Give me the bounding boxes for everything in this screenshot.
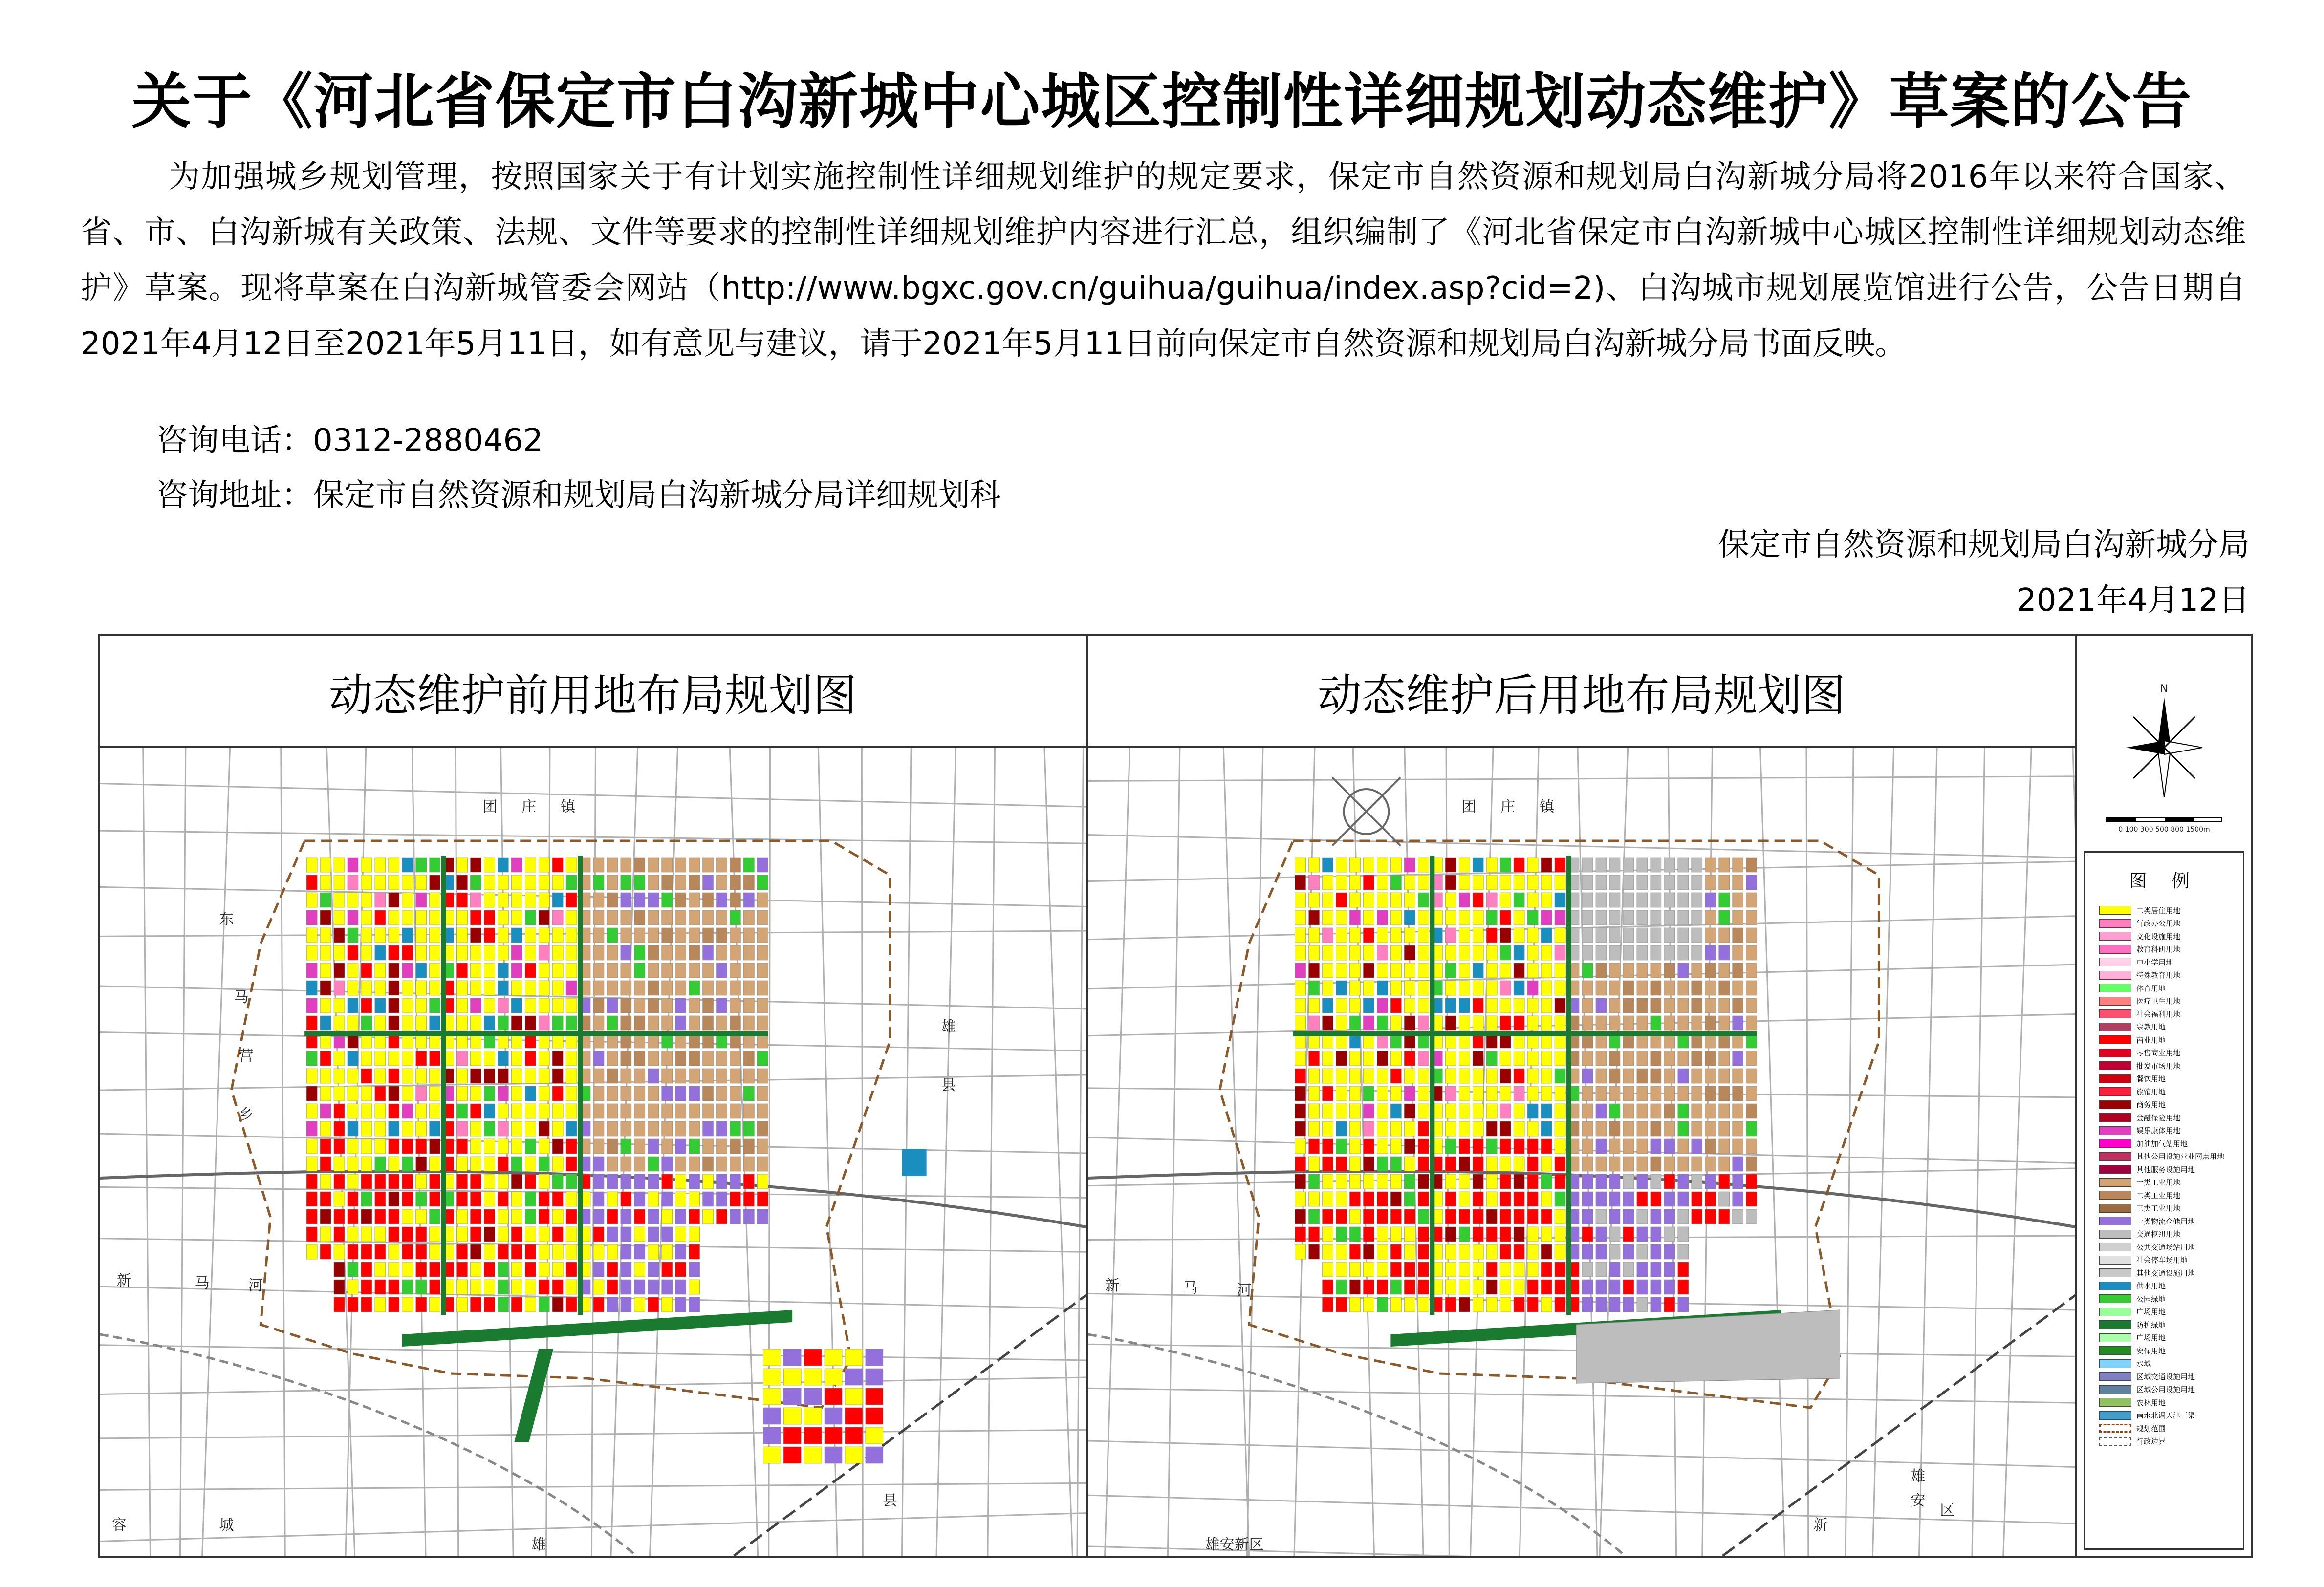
legend-label: 防护绿地 [2136, 1320, 2166, 1330]
legend-label: 行政办公用地 [2136, 919, 2181, 928]
place-label: 庄 [521, 798, 537, 816]
contact-phone: 咨询电话：0312-2880462 [156, 423, 543, 459]
place-label: 雄 [941, 1018, 956, 1036]
legend-label: 餐饮用地 [2136, 1074, 2166, 1084]
legend-item [2085, 956, 2243, 969]
legend-item [2085, 1266, 2243, 1280]
legend-item [2085, 1409, 2243, 1422]
legend-item [2085, 1072, 2243, 1086]
legend-swatch [2099, 1346, 2131, 1355]
legend-swatch [2099, 1294, 2131, 1303]
legend-item [2085, 1292, 2243, 1306]
legend-swatch [2099, 1217, 2131, 1225]
place-label: 县 [882, 1492, 897, 1510]
place-label: 容 [111, 1516, 127, 1534]
legend-label: 其他公用设施营业网点用地 [2136, 1152, 2225, 1161]
legend-items [2085, 904, 2243, 1448]
legend-item [2085, 904, 2243, 917]
legend-item [2085, 1033, 2243, 1047]
legend-item [2085, 1189, 2243, 1202]
legend-label: 区域公用设施用地 [2136, 1385, 2195, 1394]
legend-item [2085, 1215, 2243, 1228]
legend-label: 区域交通设施用地 [2136, 1372, 2195, 1381]
place-label: 镇 [561, 798, 576, 816]
legend-item [2085, 1098, 2243, 1112]
legend-title: 图 例 [2129, 871, 2199, 891]
legend-label: 社会福利用地 [2136, 1009, 2181, 1019]
legend-swatch [2099, 1178, 2131, 1187]
legend-item [2085, 1422, 2243, 1435]
legend-label: 特殊教育用地 [2136, 971, 2181, 980]
legend-item [2085, 969, 2243, 982]
legend-item [2085, 930, 2243, 943]
legend-item [2085, 1137, 2243, 1150]
place-label: 雄安新区 [1205, 1536, 1264, 1554]
legend-item [2085, 1280, 2243, 1293]
legend-label: 加油加气站用地 [2136, 1139, 2188, 1148]
scale-bar-label: 0 100 300 500 800 1500m [2118, 826, 2210, 834]
legend-swatch [2099, 1282, 2131, 1290]
legend-item [2085, 1318, 2243, 1331]
legend-item [2085, 1228, 2243, 1241]
legend [2084, 851, 2244, 1550]
legend-swatch [2099, 1359, 2131, 1368]
place-label: 新 [116, 1272, 131, 1290]
place-label: 新 [1813, 1516, 1828, 1534]
legend-item [2085, 917, 2243, 930]
water-facility [902, 1149, 927, 1176]
land-use-map-before[interactable] [100, 748, 1086, 1556]
place-label: 安 [1911, 1492, 1926, 1510]
legend-swatch [2099, 997, 2131, 1006]
legend-item [2085, 1357, 2243, 1371]
legend-item [2085, 982, 2243, 995]
legend-item [2085, 1435, 2243, 1448]
legend-swatch [2099, 1100, 2131, 1109]
legend-label: 批发市场用地 [2136, 1061, 2181, 1071]
legend-swatch [2099, 971, 2131, 980]
legend-item [2085, 1150, 2243, 1163]
place-label: 镇 [1540, 798, 1555, 816]
legend-swatch [2099, 1320, 2131, 1329]
legend-swatch [2099, 1385, 2131, 1394]
legend-label: 南水北调天津干渠 [2136, 1411, 2195, 1420]
legend-label: 其他服务设施用地 [2136, 1165, 2195, 1174]
legend-label: 旅馆用地 [2136, 1087, 2166, 1096]
legend-label: 商务用地 [2136, 1100, 2166, 1110]
legend-label: 社会停车场用地 [2136, 1256, 2188, 1265]
map-panel-before [100, 636, 1088, 1556]
legend-label: 公共交通场站用地 [2136, 1243, 2195, 1252]
place-label: 马 [1183, 1279, 1198, 1297]
legend-item [2085, 1124, 2243, 1137]
legend-item [2085, 1254, 2243, 1267]
legend-label: 文化设施用地 [2136, 932, 2181, 941]
legend-swatch [2099, 1204, 2131, 1213]
legend-label: 三类工业用地 [2136, 1204, 2181, 1213]
legend-item [2085, 1085, 2243, 1098]
legend-swatch [2099, 919, 2131, 928]
place-label: 东 [219, 910, 234, 928]
legend-item [2085, 1383, 2243, 1396]
place-label: 庄 [1500, 798, 1516, 816]
legend-label: 宗教用地 [2136, 1023, 2166, 1032]
map-panel-after [1088, 636, 2077, 1556]
legend-label: 水域 [2136, 1359, 2151, 1369]
place-label: 营 [239, 1047, 254, 1065]
place-label: 新 [1105, 1277, 1120, 1295]
legend-swatch [2099, 1126, 2131, 1135]
legend-swatch [2099, 906, 2131, 915]
legend-item [2085, 1021, 2243, 1034]
place-label: 县 [941, 1076, 956, 1094]
legend-label: 教育科研用地 [2136, 945, 2181, 954]
signature-block [1718, 517, 2250, 628]
legend-label: 二类工业用地 [2136, 1191, 2181, 1200]
notice-title: 关于《河北省保定市白沟新城中心城区控制性详细规划动态维护》草案的公告 [131, 67, 2193, 136]
place-label: 区 [1940, 1501, 1955, 1520]
land-use-map-after[interactable] [1088, 748, 2075, 1556]
legend-swatch [2099, 1049, 2131, 1057]
legend-item [2085, 1163, 2243, 1176]
legend-panel [2077, 636, 2251, 1556]
signature-org: 保定市自然资源和规划局白沟新城分局 [1718, 527, 2250, 563]
legend-item [2085, 995, 2243, 1008]
legend-swatch [2099, 1424, 2131, 1433]
legend-swatch [2099, 1437, 2131, 1446]
place-label: 马 [234, 988, 249, 1007]
legend-swatch [2099, 1087, 2131, 1096]
legend-label: 零售商业用地 [2136, 1049, 2181, 1058]
legend-label: 一类物流仓储用地 [2136, 1217, 2195, 1226]
place-label: 雄 [531, 1536, 546, 1554]
legend-label: 医疗卫生用地 [2136, 997, 2181, 1006]
contact-address: 咨询地址：保定市自然资源和规划局白沟新城分局详细规划科 [156, 477, 1001, 514]
legend-swatch [2099, 945, 2131, 954]
legend-item [2085, 1059, 2243, 1072]
legend-item [2085, 943, 2243, 956]
legend-label: 广场用地 [2136, 1333, 2166, 1343]
legend-label: 规划范围 [2136, 1424, 2166, 1433]
legend-swatch [2099, 1191, 2131, 1200]
legend-swatch [2099, 1256, 2131, 1265]
legend-label: 娱乐康体用地 [2136, 1126, 2181, 1136]
map-title-before: 动态维护前用地布局规划图 [100, 636, 1086, 748]
legend-item [2085, 1202, 2243, 1215]
legend-swatch [2099, 932, 2131, 941]
legend-label: 中小学用地 [2136, 958, 2173, 967]
legend-item [2085, 1344, 2243, 1357]
legend-swatch [2099, 1139, 2131, 1148]
legend-swatch [2099, 984, 2131, 992]
legend-swatch [2099, 1333, 2131, 1342]
legend-swatch [2099, 1268, 2131, 1277]
legend-swatch [2099, 1113, 2131, 1122]
north-arrow-icon [2077, 636, 2251, 841]
legend-label: 广场用地 [2136, 1308, 2166, 1317]
place-label: 团 [482, 798, 498, 816]
map-title-after: 动态维护后用地布局规划图 [1088, 636, 2075, 748]
legend-swatch [2099, 1152, 2131, 1161]
map-frame [98, 634, 2253, 1558]
legend-swatch [2099, 1074, 2131, 1083]
legend-swatch [2099, 1372, 2131, 1381]
legend-label: 公园绿地 [2136, 1294, 2166, 1304]
legend-item [2085, 1396, 2243, 1409]
legend-item [2085, 1331, 2243, 1345]
legend-label: 商业用地 [2136, 1035, 2166, 1045]
signature-date: 2021年4月12日 [2016, 582, 2250, 619]
legend-item [2085, 1111, 2243, 1124]
legend-label: 一类工业用地 [2136, 1178, 2181, 1187]
legend-swatch [2099, 1243, 2131, 1251]
place-label: 团 [1461, 798, 1477, 816]
legend-swatch [2099, 1165, 2131, 1174]
legend-item [2085, 1176, 2243, 1189]
legend-item [2085, 1008, 2243, 1021]
north-label: N [2160, 683, 2169, 695]
legend-label: 二类居住用地 [2136, 906, 2181, 915]
notice-paragraph: 为加强城乡规划管理，按照国家关于有计划实施控制性详细规划维护的规定要求，保定市自然资源和规划局白沟新城分局将2016年以来符合国家、省、市、白沟新城有关政策、法规、文件等要求的控制性详细规划维护内容进行汇总，组织编制了《河北省保定市白沟新城中心城区控制性详细规划动态维护》草案。现将草案在白沟新城管委会网站（http://www.bgxc.gov.cn/guihua/guihua/index.asp?cid=2)、白沟城市规划展览馆进行公告，公告日期自2021年4月12日至2021年5月11日，如有意见与建议，请于2021年5月11日前向保定市自然资源和规划局白沟新城分局书面反映。 [81, 159, 2246, 362]
legend-label: 行政边界 [2136, 1437, 2166, 1446]
legend-swatch [2099, 1398, 2131, 1407]
legend-label: 安保用地 [2136, 1346, 2166, 1355]
legend-label: 金融保险用地 [2136, 1113, 2181, 1122]
legend-swatch [2099, 1230, 2131, 1239]
place-label: 城 [219, 1516, 234, 1534]
legend-item [2085, 1370, 2243, 1383]
legend-label: 农林用地 [2136, 1398, 2166, 1407]
legend-swatch [2099, 1035, 2131, 1044]
legend-swatch [2099, 1308, 2131, 1316]
place-label: 雄 [1911, 1467, 1926, 1485]
place-label: 乡 [239, 1106, 254, 1124]
place-label: 马 [195, 1274, 210, 1292]
place-label: 河 [1237, 1282, 1252, 1300]
legend-swatch [2099, 1411, 2131, 1420]
notice-body [81, 149, 2246, 372]
legend-item [2085, 1306, 2243, 1319]
legend-swatch [2099, 958, 2131, 966]
legend-item [2085, 1047, 2243, 1060]
legend-swatch [2099, 1061, 2131, 1070]
legend-swatch [2099, 1023, 2131, 1031]
legend-label: 交通枢纽用地 [2136, 1230, 2181, 1239]
legend-label: 其他交通设施用地 [2136, 1268, 2195, 1278]
legend-label: 供水用地 [2136, 1282, 2166, 1291]
legend-label: 体育用地 [2136, 984, 2166, 993]
legend-swatch [2099, 1009, 2131, 1018]
legend-item [2085, 1241, 2243, 1254]
place-label: 河 [248, 1277, 263, 1295]
